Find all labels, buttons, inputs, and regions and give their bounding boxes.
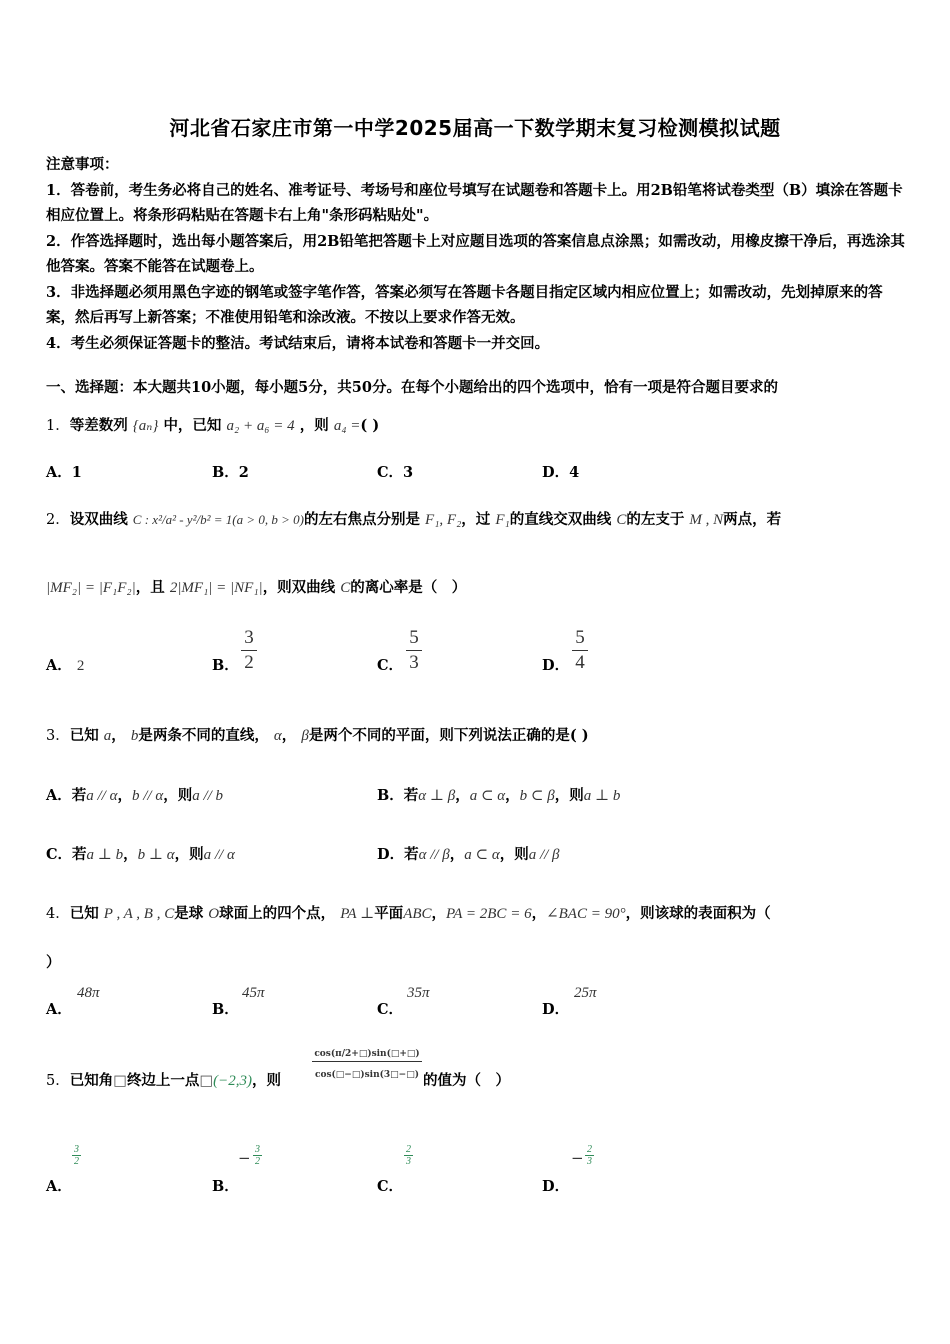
option-label: A．	[46, 657, 72, 674]
math-expr: O	[208, 906, 220, 922]
question-4	[46, 902, 771, 923]
math-expr: C	[616, 512, 627, 528]
question-text: ，	[281, 727, 297, 744]
math-expr: a	[103, 728, 112, 744]
question-text: ，则该球的表面积为（	[625, 905, 771, 922]
question-text: ，则双曲线	[262, 579, 336, 596]
option-b	[212, 461, 249, 482]
question-text: 是两个不同的平面，则下列说法正确的是( )	[308, 727, 589, 744]
option-c	[377, 1175, 403, 1196]
option-label: C．	[46, 846, 73, 863]
question-3	[46, 724, 589, 745]
math-expr: b ⊂ β	[519, 788, 555, 804]
math-expr: (−2,3)	[213, 1073, 253, 1089]
fraction-bar	[406, 650, 422, 651]
option-b	[212, 1175, 239, 1196]
option-d	[542, 654, 569, 675]
option-text: ，则	[554, 787, 584, 804]
option-label: D．	[542, 1178, 570, 1195]
numerator: 2	[587, 1144, 592, 1155]
math-expr: b // α	[131, 788, 164, 804]
option-a	[46, 1175, 72, 1196]
option-b	[377, 784, 620, 805]
question-text: ，则	[252, 1072, 282, 1089]
option-text: ，则	[499, 846, 529, 863]
question-number: 5．	[46, 1073, 70, 1089]
notice-item: 4．考生必须保证答题卡的整洁。考试结束后，请将本试卷和答题卡一并交回。	[46, 334, 550, 352]
numerator: 5	[575, 627, 585, 648]
math-expr: a // b	[192, 788, 224, 804]
question-text: 是两条不同的直线，	[138, 727, 269, 744]
denominator: 2	[74, 1156, 79, 1167]
question-text: ，则	[299, 417, 329, 434]
option-label: D．	[542, 657, 570, 674]
option-text: 若	[404, 846, 419, 863]
question-text: 已知	[69, 727, 99, 744]
math-expr: 48π	[77, 985, 100, 1001]
math-expr: b	[130, 728, 139, 744]
denominator: 3	[409, 652, 419, 673]
option-label: A．	[46, 464, 72, 481]
option-label: B．	[212, 657, 239, 674]
notice-item: 3．非选择题必须用黑色字迹的钢笔或签字笔作答，答案必须写在答题卡各题目指定区域内相应位置上；如需改动，先划掉原来的答案，然后再写上新答案；不准使用铅笔和涂改液。不按以上要求作答无效。	[46, 283, 883, 326]
question-text: 的直线交双曲线	[509, 511, 612, 528]
option-value: 4	[569, 464, 580, 481]
math-expr: C	[340, 580, 351, 596]
math-expr: 25π	[574, 985, 597, 1001]
question-number: 2．	[46, 512, 70, 528]
fraction-bar	[241, 650, 257, 651]
question-number: 3．	[46, 728, 70, 744]
notice-item: 2．作答选择题时，选出每小题答案后，用2B铅笔把答题卡上对应题目选项的答案信息点涂黑；如需改动，用橡皮擦干净后，再选涂其他答案。答案不能答在试题卷上。	[46, 232, 905, 275]
option-value: 2	[238, 464, 249, 481]
option-value: 3	[403, 464, 414, 481]
option-label: B．	[212, 1178, 239, 1195]
option-a	[46, 461, 82, 482]
option-value-d	[574, 984, 597, 1002]
option-c	[377, 654, 403, 675]
question-text: 设双曲线	[69, 511, 128, 528]
question-number: 4．	[46, 906, 70, 922]
question-text: ）	[46, 954, 61, 971]
option-a	[46, 784, 223, 805]
question-number: 1．	[46, 418, 70, 434]
option-value-c	[407, 984, 430, 1002]
minus-sign: −	[238, 1149, 251, 1167]
option-c	[377, 461, 413, 482]
math-expr: {aₙ}	[132, 418, 159, 434]
question-5	[46, 1069, 281, 1090]
option-label: D．	[542, 464, 570, 481]
denominator: 4	[575, 652, 585, 673]
option-label: A．	[46, 1178, 72, 1195]
math-expr: 35π	[407, 985, 430, 1001]
notice-item: 1．答卷前，考生务必将自己的姓名、准考证号、考场号和座位号填写在试题卷和答题卡上。用2B铅笔将试卷类型（B）填涂在答题卡相应位置上。将条形码粘贴在答题卡右上角"条形码粘贴处"。	[46, 181, 903, 224]
option-c	[46, 843, 235, 864]
notice-heading: 注意事项：	[46, 156, 119, 173]
option-text: ，	[117, 787, 132, 804]
option-a	[46, 998, 72, 1019]
option-text: 若	[72, 846, 87, 863]
question-2-continued	[46, 576, 466, 597]
option-text: ，则	[174, 846, 204, 863]
option-d	[377, 843, 560, 864]
question-text: ，过	[461, 511, 491, 528]
question-text: ，	[531, 905, 547, 922]
math-expr: PA = 2BC = 6	[446, 906, 532, 922]
option-a	[46, 654, 84, 675]
question-text: 中，已知	[163, 417, 222, 434]
math-expr: β	[301, 728, 309, 744]
question-text: ( )	[360, 417, 380, 434]
option-label: D．	[542, 1001, 570, 1018]
question-text: 的离心率是（ ）	[350, 579, 467, 596]
question-text: 的左支于	[626, 511, 685, 528]
expression-numerator: cos(π/2+□)sin(□+□)	[312, 1049, 422, 1062]
math-expr: a₂ + a₆ = 4	[226, 418, 295, 434]
option-text: 若	[403, 787, 419, 804]
math-expr: F₁	[495, 512, 510, 528]
question-text: 两点，若	[723, 511, 782, 528]
math-expr: M , N	[689, 512, 724, 528]
question-text: 等差数列	[69, 417, 128, 434]
option-label: A．	[46, 787, 72, 804]
question-text: 是球	[174, 905, 204, 922]
option-text: ，	[505, 787, 520, 804]
numerator: 5	[409, 627, 419, 648]
question-text: 球面上的四个点，	[219, 905, 336, 922]
question-text: ，	[111, 727, 126, 744]
denominator: 3	[587, 1156, 592, 1167]
option-label: C．	[377, 1178, 404, 1195]
math-expr: F₁, F₂	[425, 512, 462, 528]
math-expr: C : x²/a² - y²/b² = 1(a > 0, b > 0)	[132, 512, 304, 527]
math-expr: a ⊂ α	[469, 788, 506, 804]
option-d	[542, 1175, 569, 1196]
option-text: ，	[123, 846, 138, 863]
expression-denominator: cos(□−□)sin(3□−□)	[315, 1070, 419, 1080]
math-expr: a ⊂ α	[464, 847, 500, 863]
math-expr: α // β	[418, 847, 450, 863]
option-b	[212, 654, 239, 675]
question-text: ，	[431, 905, 447, 922]
question-text: 的左右焦点分别是	[303, 511, 420, 528]
numerator: 3	[244, 627, 254, 648]
numerator: 3	[74, 1144, 79, 1155]
numerator: 2	[406, 1144, 411, 1155]
option-value-a	[77, 984, 100, 1002]
option-d	[542, 461, 579, 482]
math-expr: a // α	[203, 847, 235, 863]
math-expr: ABC	[403, 906, 432, 922]
question-4-continued	[46, 951, 61, 972]
option-label: B．	[212, 1001, 239, 1018]
question-text: 的值为（ ）	[423, 1072, 510, 1089]
option-d	[542, 998, 569, 1019]
fraction	[72, 1144, 81, 1167]
question-2	[46, 508, 781, 529]
denominator: 3	[406, 1156, 411, 1167]
math-expr: PA ⊥	[340, 906, 375, 922]
option-value: 2	[76, 658, 85, 674]
math-expr: a ⊥ b	[583, 788, 621, 804]
option-text: 若	[71, 787, 87, 804]
option-label: B．	[377, 787, 404, 804]
fraction	[406, 627, 422, 674]
question-text: 终边上一点	[126, 1072, 200, 1089]
math-expr: a₄ =	[333, 418, 361, 434]
math-expr: a ⊥ b	[86, 847, 124, 863]
fraction	[253, 1144, 262, 1167]
fraction	[572, 627, 588, 674]
fraction	[404, 1144, 413, 1167]
math-expr: 45π	[242, 985, 265, 1001]
option-label: D．	[377, 846, 405, 863]
option-label: C．	[377, 657, 404, 674]
question-1	[46, 414, 379, 435]
option-c	[377, 998, 403, 1019]
question-text: ，且	[135, 579, 165, 596]
math-expr: P , A , B , C	[103, 906, 175, 922]
math-expr: α ⊥ β	[418, 788, 456, 804]
page-title: 河北省石家庄市第一中学2025届高一下数学期末复习检测模拟试题	[169, 116, 781, 140]
numerator: 3	[255, 1144, 260, 1155]
option-text: ，	[455, 787, 470, 804]
option-text: ，则	[163, 787, 193, 804]
option-label: C．	[377, 1001, 404, 1018]
section-heading: 一、选择题：本大题共10小题，每小题5分，共50分。在每个小题给出的四个选项中，恰有一项是符合题目要求的	[46, 379, 778, 396]
option-b	[212, 998, 239, 1019]
option-label: C．	[377, 464, 404, 481]
question-text: 已知角	[69, 1072, 114, 1089]
question-5-tail	[423, 1069, 510, 1090]
fraction	[241, 627, 257, 674]
option-text: ，	[449, 846, 465, 863]
math-expr: a // β	[528, 847, 560, 863]
option-label: A．	[46, 1001, 72, 1018]
math-expr: |MF₂| = |F₁F₂|	[46, 580, 136, 596]
option-label: B．	[212, 464, 239, 481]
placeholder-box: □	[199, 1073, 214, 1089]
option-value-b	[242, 984, 265, 1002]
placeholder-box: □	[113, 1073, 127, 1089]
math-expr: a // α	[86, 788, 118, 804]
option-value: 1	[71, 464, 82, 481]
question-text: 平面	[374, 905, 404, 922]
math-expr: ∠BAC = 90°	[546, 906, 626, 922]
question-text: 已知	[69, 905, 99, 922]
minus-sign: −	[571, 1149, 584, 1167]
denominator: 2	[255, 1156, 260, 1167]
notice-block	[46, 152, 906, 356]
fraction	[585, 1144, 594, 1167]
fraction-bar	[572, 650, 588, 651]
math-expr: b ⊥ α	[137, 847, 175, 863]
math-expr: α	[273, 728, 282, 744]
denominator: 2	[244, 652, 254, 673]
math-expr: 2|MF₁| = |NF₁|	[169, 580, 263, 596]
